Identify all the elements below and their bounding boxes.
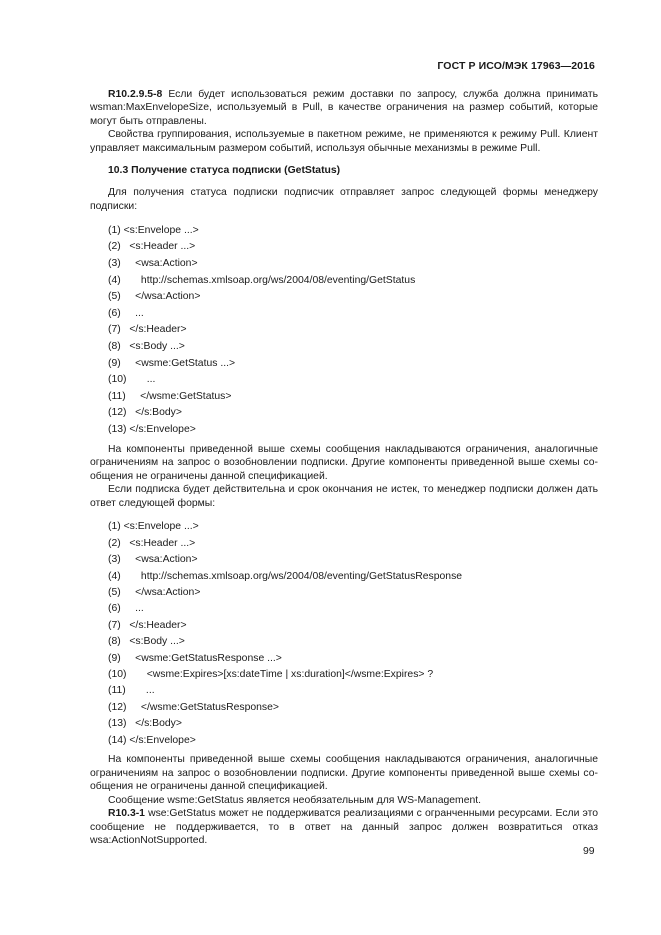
code-line — [108, 421, 598, 438]
code-text: <s:Envelope ...> — [120, 521, 199, 533]
code-line — [108, 716, 598, 732]
requirement-label: R10.2.9.5-8 — [108, 89, 163, 100]
code-line — [108, 634, 598, 650]
code-text: ... — [120, 307, 144, 319]
line-number: (13) — [108, 423, 127, 435]
line-number: (3) — [108, 258, 121, 270]
code-line — [108, 272, 598, 289]
code-text: <wsa:Action> — [120, 554, 198, 566]
code-text: <s:Header ...> — [120, 241, 196, 253]
line-number: (11) — [108, 390, 126, 402]
paragraph-optional: Сообщение wsme:GetStatus является необязательным для WS-Management. — [108, 794, 482, 806]
code-line — [108, 601, 598, 617]
code-text: <s:Body ...> — [120, 636, 185, 648]
code-line — [108, 289, 598, 306]
line-number: (7) — [108, 619, 121, 631]
code-text: <s:Envelope ...> — [120, 224, 199, 236]
code-line — [108, 585, 598, 601]
line-number: (1) — [108, 224, 121, 236]
code-text: ... — [125, 685, 155, 697]
paragraph-text: wse:GetStatus может не поддерживатся реализациями с огранченными ресурсами. Если это сообщение не поддерживается, то в ответ на данный запрос должен возвратиться отказ wsa:ActionNotSupported. — [90, 808, 598, 846]
line-number: (4) — [108, 570, 121, 582]
code-listing-request — [108, 222, 598, 438]
line-number: (2) — [108, 537, 121, 549]
line-number: (6) — [108, 307, 121, 319]
code-line — [108, 322, 598, 339]
line-number: (9) — [108, 357, 121, 369]
line-number: (4) — [108, 274, 121, 286]
code-text: </s:Envelope> — [126, 423, 196, 435]
code-text: http://schemas.xmlsoap.org/ws/2004/08/eventing/GetStatus — [120, 274, 416, 286]
line-number: (14) — [108, 734, 127, 746]
line-number: (12) — [108, 407, 127, 419]
code-text: </s:Header> — [120, 324, 187, 336]
code-text: <wsa:Action> — [120, 258, 198, 270]
line-number: (11) — [108, 685, 126, 697]
code-line — [108, 372, 598, 389]
paragraph-text: Если будет использоваться режим доставки по запросу, служба должна принимать wsman:MaxEnvelopeSize, используемый в Pull, в качестве ограничения на размер событий, которые могут быть отправлены. — [90, 89, 598, 127]
code-line — [108, 535, 598, 551]
code-text: </wsme:GetStatusResponse> — [126, 701, 279, 713]
paragraph-response-intro: Если подписка будет действительна и срок окончания не истек, то менеджер подписки должен дать ответ следующей формы: — [90, 484, 598, 509]
requirement-label: R10.3-1 — [108, 808, 145, 820]
code-text: </s:Header> — [120, 619, 187, 631]
code-line — [108, 519, 598, 535]
line-number: (7) — [108, 324, 121, 336]
line-number: (5) — [108, 587, 121, 599]
code-line — [108, 650, 598, 666]
code-line — [108, 667, 598, 683]
line-number: (1) — [108, 521, 121, 533]
paragraph-r10-3-1 — [90, 807, 598, 847]
page-content — [90, 88, 598, 847]
code-line — [108, 239, 598, 256]
code-text: <wsme:GetStatusResponse ...> — [120, 652, 282, 664]
code-text: http://schemas.xmlsoap.org/ws/2004/08/eventing/GetStatusResponse — [120, 570, 463, 582]
code-line — [108, 568, 598, 584]
paragraph-intro: Для получения статуса подписки подписчик отправляет запрос следующей формы менеджеру подписки: — [90, 187, 598, 212]
code-text: </wsa:Action> — [120, 587, 201, 599]
paragraph-constraints: На компоненты приведенной выше схемы сообщения накладываются ограничения, аналогичные ограничениям на запрос о возобновлении подписки. Другие компоненты приведенной выше схемы сообщения не ограничены данной спецификацией. — [90, 443, 598, 482]
line-number: (10) — [108, 669, 127, 680]
code-text: </wsa:Action> — [120, 291, 201, 303]
line-number: (8) — [108, 636, 121, 648]
code-line — [108, 552, 598, 568]
code-listing-response — [108, 519, 598, 748]
code-line — [108, 305, 598, 322]
line-number: (10) — [108, 374, 127, 386]
code-text: </s:Envelope> — [126, 734, 196, 746]
code-text: </s:Body> — [126, 407, 182, 419]
code-text: <s:Body ...> — [120, 341, 185, 352]
section-heading: 10.3 Получение статуса подписки (GetStatus) — [108, 165, 341, 177]
paragraph-constraints-2: На компоненты приведенной выше схемы сообщения накладываются ограничения, аналогичные ограничениям на запрос о возобновлении подписки. Другие компоненты приведенной выше схемы сообщения не ограничены данной спецификацией. — [90, 754, 598, 793]
paragraph-grouping: Свойства группирования, используемые в пакетном режиме, не применяются к режиму Pull. Клиент управляет максимальным размером событий, используя обычные механизмы в режиме Pull. — [90, 129, 598, 154]
line-number: (6) — [108, 603, 121, 615]
line-number: (3) — [108, 554, 121, 566]
code-text: <s:Header ...> — [120, 537, 196, 549]
line-number: (12) — [108, 701, 127, 713]
code-line — [108, 683, 598, 699]
line-number: (5) — [108, 291, 121, 303]
code-line — [108, 388, 598, 405]
code-line — [108, 255, 598, 272]
code-text: ... — [126, 374, 156, 386]
page-number: 99 — [583, 846, 595, 857]
code-line — [108, 617, 598, 633]
code-line — [108, 405, 598, 422]
code-line — [108, 222, 598, 239]
line-number: (13) — [108, 718, 127, 730]
document-header: ГОСТ Р ИСО/МЭК 17963—2016 — [437, 60, 595, 72]
code-text: </s:Body> — [126, 718, 182, 730]
code-text: <wsme:GetStatus ...> — [120, 357, 236, 369]
code-text: </wsme:GetStatus> — [125, 390, 232, 402]
code-line — [108, 338, 598, 355]
line-number: (2) — [108, 241, 121, 253]
code-line — [108, 699, 598, 715]
line-number: (8) — [108, 341, 121, 352]
code-line — [108, 732, 598, 748]
paragraph-r10-2-9-5-8 — [90, 88, 598, 128]
line-number: (9) — [108, 652, 121, 664]
code-text: <wsme:Expires>[xs:dateTime | xs:duration]</wsme:Expires> ? — [126, 669, 434, 680]
code-line — [108, 355, 598, 372]
code-text: ... — [120, 603, 144, 615]
